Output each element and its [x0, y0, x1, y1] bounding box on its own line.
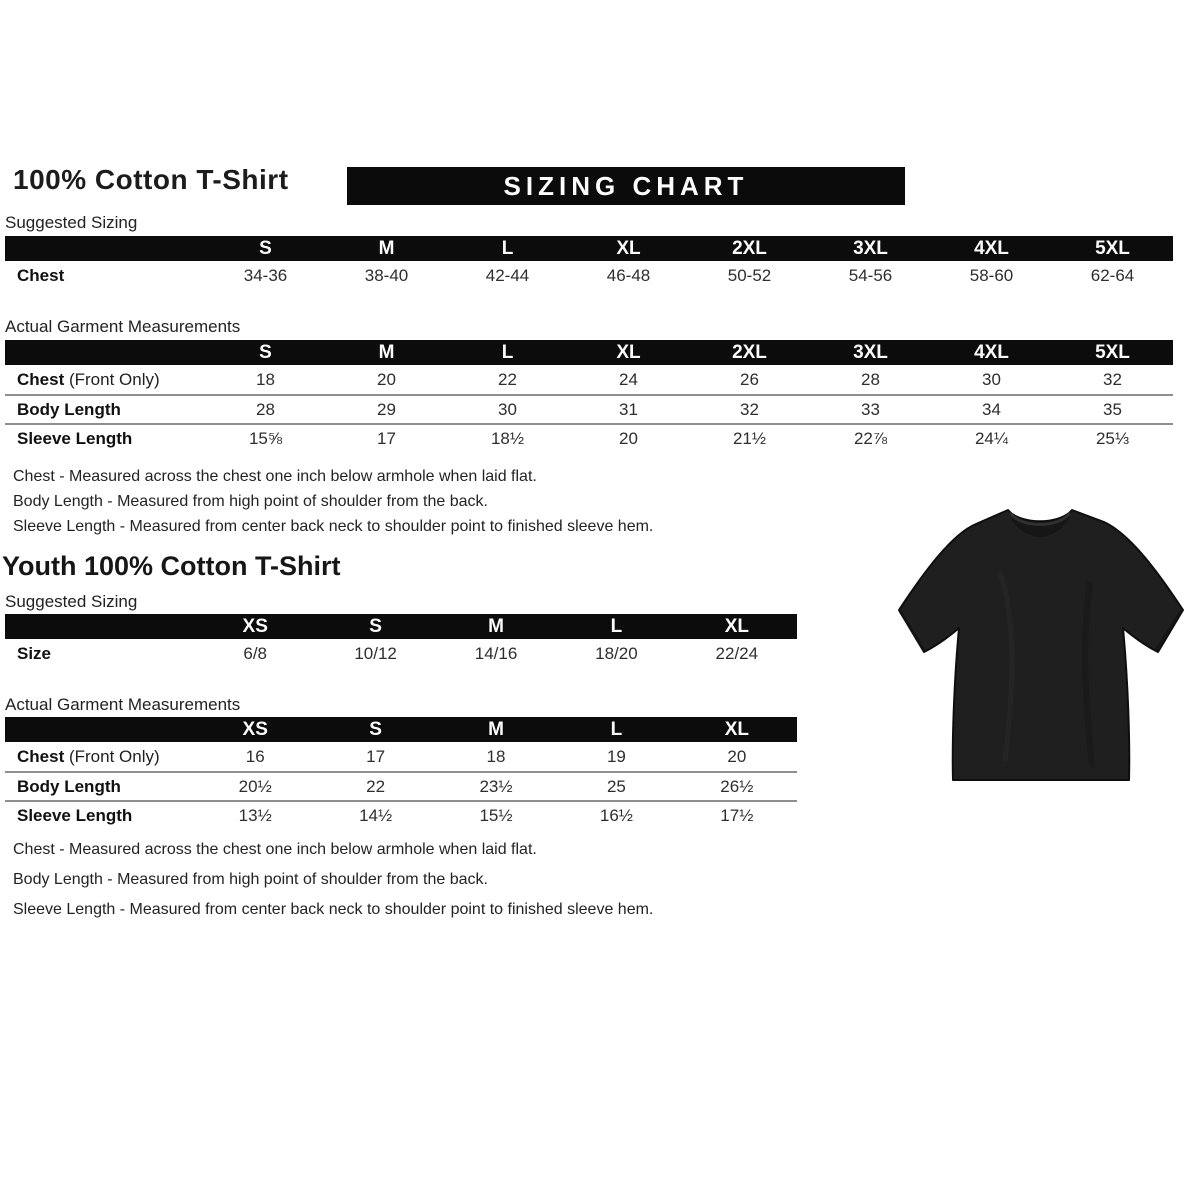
column-header: L [501, 237, 514, 259]
table-cell: 18½ [490, 428, 525, 448]
column-header: M [488, 615, 504, 637]
table-header-row [5, 717, 797, 742]
youth-actual-measurements-label: Actual Garment Measurements [5, 695, 241, 714]
adult-actual-measurements-table [5, 340, 1173, 452]
column-header: XL [724, 718, 749, 740]
table-cell: 21½ [732, 428, 767, 448]
table-cell: 31 [619, 399, 638, 419]
column-header: 3XL [853, 237, 888, 259]
column-header: L [610, 615, 623, 637]
table-row-sleeve-length [5, 423, 1173, 452]
table-cell: 32 [740, 399, 759, 419]
row-label-rest: (Front Only) [64, 369, 160, 389]
table-row-body-length [5, 394, 1173, 423]
table-cell: 26 [740, 369, 759, 389]
table-cell: 20½ [238, 776, 272, 796]
column-header: XL [724, 615, 749, 637]
table-cell: 19 [606, 746, 626, 766]
table-cell: 26½ [720, 776, 754, 796]
column-header: 5XL [1095, 341, 1130, 363]
row-label [5, 400, 205, 420]
table-header-row [5, 340, 1173, 365]
column-header: 2XL [732, 341, 767, 363]
table-cell: 20 [377, 369, 396, 389]
table-cell: 54-56 [848, 265, 893, 285]
table-row-chest-front-only [5, 742, 797, 771]
table-cell: 22 [498, 369, 517, 389]
table-cell: 24 [619, 369, 638, 389]
row-label [5, 777, 195, 797]
table-cell: 62-64 [1090, 265, 1135, 285]
row-label-bold: Chest [17, 369, 65, 389]
table-cell: 34 [982, 399, 1001, 419]
note-line: Body Length - Measured from high point of shoulder from the back. [13, 493, 488, 510]
sizing-chart-banner-label: SIZING CHART [503, 170, 749, 201]
table-cell: 42-44 [485, 265, 530, 285]
table-cell: 22⅞ [853, 428, 888, 448]
table-cell: 30 [498, 399, 517, 419]
table-cell: 16½ [599, 805, 633, 825]
row-label [5, 429, 205, 449]
table-cell: 28 [256, 399, 275, 419]
table-cell: 30 [982, 369, 1001, 389]
table-header-row [5, 614, 797, 639]
note-line: Chest - Measured across the chest one inch below armhole when laid flat. [13, 468, 537, 485]
table-cell: 24¼ [974, 428, 1009, 448]
note-line: Chest - Measured across the chest one inch below armhole when laid flat. [13, 841, 537, 858]
row-label-bold: Body Length [17, 776, 121, 796]
table-cell: 22/24 [715, 643, 759, 663]
table-cell: 20 [727, 746, 747, 766]
table-cell: 58-60 [969, 265, 1014, 285]
note-line: Body Length - Measured from high point of shoulder from the back. [13, 871, 488, 888]
column-header: M [378, 341, 395, 363]
table-cell: 16 [245, 746, 265, 766]
column-header: XL [616, 237, 641, 259]
youth-suggested-sizing-table [5, 614, 797, 668]
adult-measurement-notes [13, 468, 653, 543]
column-header: 4XL [974, 237, 1009, 259]
adult-actual-measurements-label: Actual Garment Measurements [5, 317, 241, 336]
table-cell: 46-48 [606, 265, 651, 285]
table-cell: 25 [606, 776, 626, 796]
column-header: XS [242, 615, 268, 637]
table-row-sleeve-length [5, 800, 797, 829]
table-row-body-length [5, 771, 797, 800]
column-header: 3XL [853, 341, 888, 363]
table-cell: 50-52 [727, 265, 772, 285]
row-label: Size [17, 643, 52, 663]
column-header: S [259, 237, 272, 259]
youth-section-title: Youth 100% Cotton T-Shirt [2, 551, 341, 581]
table-cell: 17 [366, 746, 386, 766]
table-cell: 18/20 [595, 643, 638, 663]
table-header-row [5, 236, 1173, 261]
table-row-chest-front-only [5, 365, 1173, 394]
column-header: XL [616, 341, 641, 363]
table-cell: 32 [1103, 369, 1122, 389]
table-cell: 15½ [479, 805, 513, 825]
column-header: 4XL [974, 341, 1009, 363]
table-cell: 38-40 [364, 265, 409, 285]
row-label-bold: Sleeve Length [17, 428, 133, 448]
sizing-chart-banner [347, 167, 905, 205]
row-label: Chest [17, 265, 65, 285]
row-label [5, 747, 195, 767]
column-header: XS [242, 718, 268, 740]
column-header: L [501, 341, 514, 363]
table-cell: 14/16 [474, 643, 518, 663]
adult-suggested-sizing-table [5, 236, 1173, 290]
table-cell: 29 [377, 399, 396, 419]
row-label [5, 370, 205, 390]
column-header: 2XL [732, 237, 767, 259]
row-label-bold: Chest [17, 746, 65, 766]
table-cell: 28 [861, 369, 880, 389]
column-header: 5XL [1095, 237, 1130, 259]
table-cell: 13½ [238, 805, 272, 825]
table-cell: 17 [377, 428, 396, 448]
table-row-size [5, 639, 797, 668]
youth-measurement-notes [13, 841, 653, 931]
row-label-bold: Sleeve Length [17, 805, 133, 825]
column-header: S [369, 718, 382, 740]
row-label [5, 806, 195, 826]
column-header: M [488, 718, 504, 740]
table-cell: 20 [619, 428, 638, 448]
table-cell: 15⅝ [248, 428, 283, 448]
table-cell: 33 [861, 399, 880, 419]
note-line: Sleeve Length - Measured from center back neck to shoulder point to finished sleeve hem. [13, 518, 654, 535]
table-cell: 6/8 [243, 643, 268, 663]
table-cell: 17½ [720, 805, 754, 825]
note-line: Sleeve Length - Measured from center back neck to shoulder point to finished sleeve hem. [13, 901, 654, 918]
youth-suggested-sizing-label: Suggested Sizing [5, 592, 138, 611]
column-header: M [378, 237, 395, 259]
row-label-rest: (Front Only) [64, 746, 160, 766]
page-title: 100% Cotton T-Shirt [13, 164, 289, 195]
table-cell: 25⅓ [1095, 428, 1130, 448]
table-row-chest [5, 261, 1173, 290]
youth-actual-measurements-table [5, 717, 797, 829]
table-cell: 18 [486, 746, 506, 766]
table-cell: 23½ [479, 776, 513, 796]
table-cell: 18 [256, 369, 275, 389]
column-header: S [259, 341, 272, 363]
column-header: S [369, 615, 382, 637]
table-cell: 34-36 [243, 265, 288, 285]
column-header: L [610, 718, 623, 740]
adult-suggested-sizing-label: Suggested Sizing [5, 213, 138, 232]
table-cell: 35 [1103, 399, 1122, 419]
table-cell: 14½ [359, 805, 393, 825]
table-cell: 22 [366, 776, 386, 796]
row-label-bold: Body Length [17, 399, 121, 419]
table-cell: 10/12 [354, 643, 397, 663]
black-tshirt-image [890, 482, 1190, 812]
